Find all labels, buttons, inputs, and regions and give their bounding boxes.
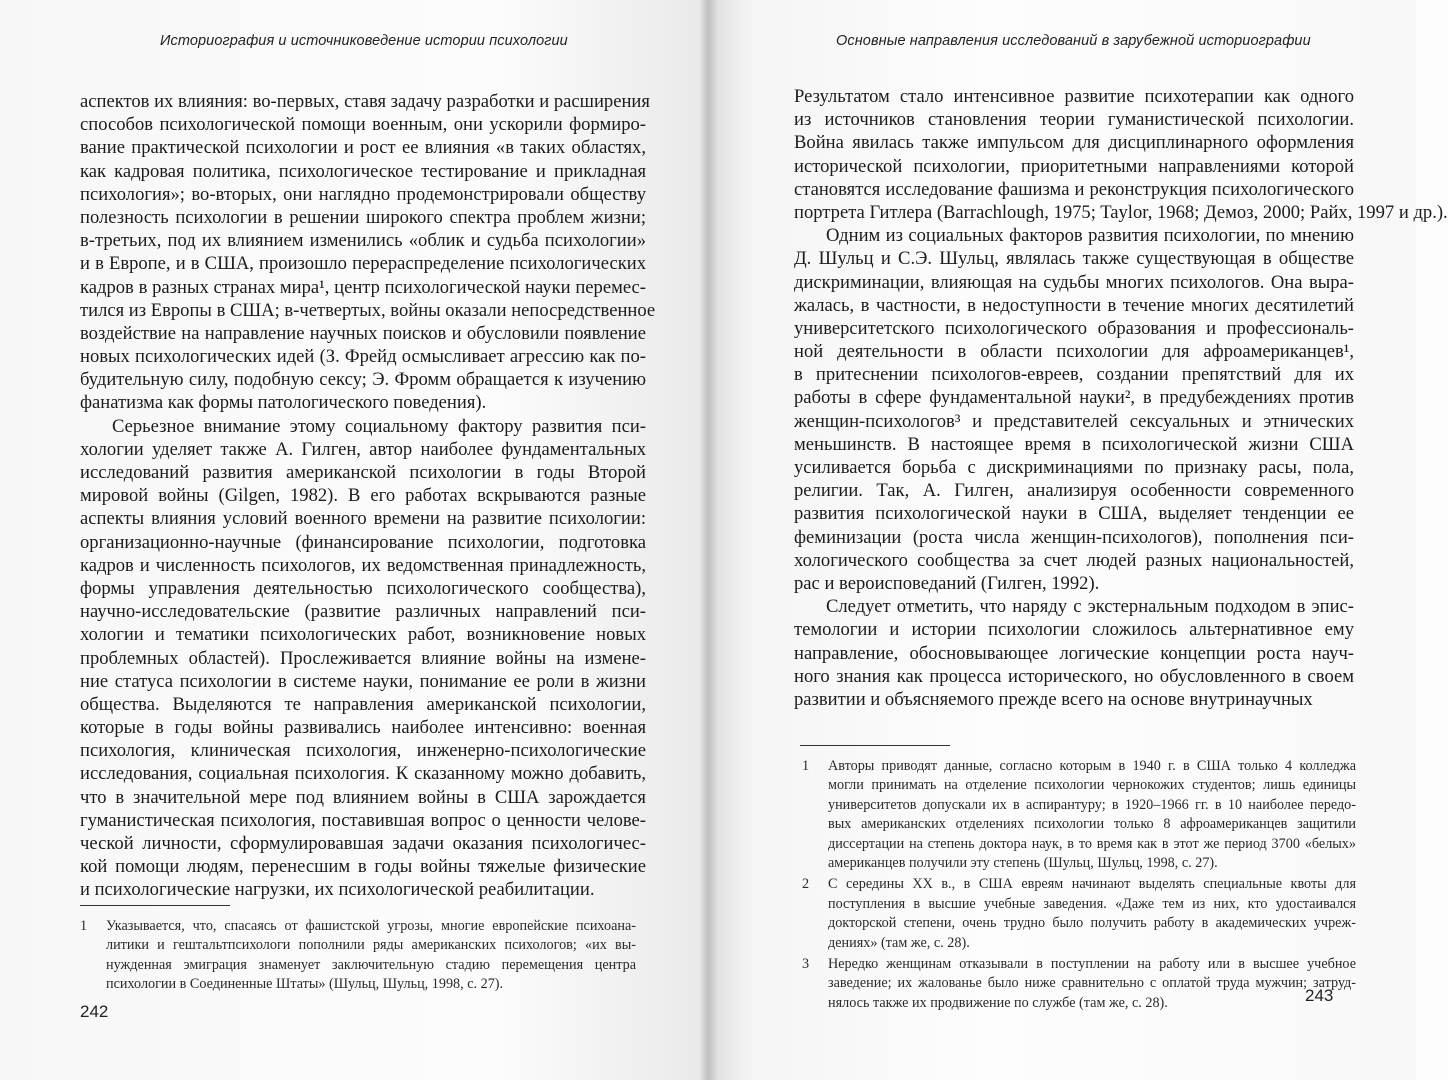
footnote-line: диссертации на степень доктора наук, в то время как в этот же период 3700 «белых» [828,835,1356,852]
footnote-line: американцев получили эту степень (Шульц, Шульц, 1998, с. 27). [828,854,1218,871]
text-line: воздействие на направление научных поисков и обусловили появление [80,322,646,344]
footnote-line: дениях» (там же, с. 28). [828,934,970,951]
footnote-rule [80,905,230,906]
text-line: полезность психологии в решении широкого спектра проблем жизни; [80,206,646,228]
text-line: хологии уделяет также А. Гилген, автор наиболее фундаментальных [80,438,646,460]
text-line: ной деятельности в области психологии для афроамериканцев¹, [794,341,1354,363]
footnote-rule [800,745,950,746]
text-line: хологии и тематики психологических работ, возникновение новых [80,624,646,646]
text-line: будительную силу, подобную сексу; Э. Фромм обращается к изучению [80,369,646,391]
text-line: рас и вероисповеданий (Гилген, 1992). [794,572,1100,594]
text-line: гуманистическая психология, поставившая вопрос о ценности челове- [80,809,646,831]
left-page [0,0,708,1080]
footnote-line: вых американских отделениях психологии только 8 афроамериканцев защитили [828,816,1356,833]
footnote-line: заведение; их жалованье было ниже сравнительно с оплатой труда мужчин; затруд- [828,975,1356,992]
footnote [802,875,1356,953]
footnote-line: поступления в высшие учебные заведения. «Даже тем из них, кто удостаивался [828,895,1356,912]
text-line: Результатом стало интенсивное развитие психотерапии как одного [794,86,1354,107]
text-line: ние статуса психологии в системе науки, понимание ее роли в жизни [80,670,646,692]
text-line: меньшинств. В настоящее время в психологической жизни США [794,433,1354,455]
text-line: развитии и объясняемого прежде всего на основе внутринаучных [794,688,1313,710]
text-line: Одним из социальных факторов развития психологии, по мнению [826,225,1354,247]
paragraph [80,90,656,415]
text-line: из источников становления теории гуманистической психологии. [794,109,1354,131]
text-line: новых психологических идей (З. Фрейд осмысливает агрессию как по- [80,346,646,368]
footnote-line: Авторы приводят данные, согласно которым в 1940 г. в США только 4 колледжа [828,758,1356,774]
text-line: университетского психологического образования и профессиональ- [794,317,1354,339]
text-line: и психологические нагрузки, их психологической реабилитации. [80,879,595,901]
text-line: что в значительной мере под влиянием войны в США зарождается [80,786,646,808]
footnote-line: литики и гештальтпсихологи пополнили ряды американских психологов; «их вы- [106,937,636,954]
text-line: направление, обосновывающее логические концепции роста науч- [794,642,1354,664]
text-line: жалась, в частности, в недоступности в течение многих десятилетий [794,294,1354,316]
text-line: портрета Гитлера (Barrachlough, 1975; Taylor, 1968; Демоз, 2000; Райх, 1997 и др.). [794,201,1448,223]
text-line: исторической психологии, приоритетными направлениями которой [794,155,1354,177]
text-line: развития психологической науки в США, выделяет тенденции ее [794,503,1354,525]
footnote-number: 1 [802,758,810,774]
text-line: усиливается борьба с дискриминациями по признаку расы, пола, [794,457,1354,478]
text-line: которые в годы войны развивались наиболее интенсивно: военная [80,717,646,739]
text-line: аспекты влияния условий военного времени на развитие психологии: [80,508,646,530]
footnote-line: могли принимать на отделение психологии чернокожих студентов; лишь единицы [828,777,1356,794]
text-line: в притеснении психологов-евреев, создании препятствий для их [794,364,1354,386]
footnote-line: психологии в Соединенные Штаты» (Шульц, Шульц, 1998, с. 27). [106,976,504,993]
text-line: кадров в разных странах мира¹, центр психологической науки перемес- [80,276,646,298]
text-line: исследований развития американской психологии в годы Второй [80,462,646,483]
text-line: психология»; во-вторых, они наглядно продемонстрировали обществу [80,183,646,205]
text-line: организационно-научные (финансирование психологии, подготовка [80,531,646,553]
footnote-line: Указывается, что, спасаясь от фашистской угрозы, многие европейские психоана- [106,918,636,934]
body-text [794,85,1448,711]
footnote-number: 3 [802,955,810,972]
text-line: психология, клиническая психология, инженерно-психологические [80,740,646,762]
text-line: работы в сфере фундаментальной науки², в предубеждениях против [794,387,1354,409]
running-head: Основные направления исследований в зарубежной историографии [836,33,1311,49]
footnote-line: университетов допускали их в аспирантуру; в 1920–1966 гг. в 10 наиболее передо- [828,796,1356,813]
paragraph [794,224,1354,595]
text-line: Серьезное внимание этому социальному фактору развития пси- [112,415,646,437]
page-number: 242 [80,1002,109,1021]
footnote-number: 2 [802,876,810,893]
text-line: Война явилась также импульсом для дисциплинарного оформления [794,132,1354,154]
text-line: вание практической психологии и рост ее влияния «в таких областях, [80,137,646,159]
text-line: Следует отметить, что наряду с экстернальным подходом в эпис- [826,596,1354,618]
running-head: Историография и источниковедение истории психологии [160,33,568,49]
text-line: формы управления деятельностью психологического сообщества), [80,577,646,599]
footnote [802,757,1356,873]
text-line: проблемных областей). Прослеживается влияние войны на измене- [80,647,646,669]
text-line: становятся исследование фашизма и реконструкция психологического [794,178,1354,200]
text-line: как кадровая политика, психологическое тестирование и прикладная [80,160,646,182]
footnotes [80,917,636,997]
page-number: 243 [1305,986,1334,1005]
text-line: общества. Выделяются те направления американской психологии, [80,693,646,715]
body-text [80,90,656,902]
footnotes [802,757,1356,1015]
text-line: научно-исследовательские (развитие различных направлений пси- [80,601,646,623]
text-line: способов психологической помощи военным, они ускорили формиро- [80,114,646,136]
text-line: ного знания как процесса исторического, но обусловленного в своем [794,665,1354,687]
footnote [80,917,636,995]
footnote-line: С середины XX в., в США евреям начинают выделять специальные квоты для [828,876,1356,893]
text-line: исследования, социальная психология. К сказанному можно добавить, [80,763,646,785]
text-line: и в Европе, и в США, произошло перераспределение психологических [80,253,646,275]
text-line: темологии и истории психологии сложилось альтернативное ему [794,619,1354,641]
paragraph [794,595,1354,711]
text-line: ческой личности, сформулировавшая задачи оказания психологичес- [80,833,646,854]
text-line: хологического сообщества за счет людей разных национальностей, [794,549,1354,571]
text-line: дискриминации, влияющая на судьбы многих психологов. Она выра- [794,271,1354,293]
right-page [708,0,1448,1080]
footnote-line: Нередко женщинам отказывали в поступлении на работу или в высшее учебное [828,955,1356,972]
text-line: мировой войны (Gilgen, 1982). В его работах вскрываются разные [80,485,646,507]
footnote-line: нялось также их продвижение по службе (там же, с. 28). [828,994,1168,1011]
footnote-number: 1 [80,918,88,934]
text-line: Д. Шульц и С.Э. Шульц, являлась также существующая в обществе [794,248,1354,270]
footnote-line: докторской степени, очень трудно было получить работу в академических учреж- [828,915,1356,932]
text-line: религии. Так, А. Гилген, анализируя особенности современного [794,480,1354,502]
footnote [802,955,1356,1013]
book-gutter [700,0,718,1080]
text-line: феминизации (роста числа женщин-психологов), пополнения пси- [794,526,1354,548]
text-line: тился из Европы в США; в-четвертых, войны оказали непосредственное [80,299,656,321]
paragraph [794,85,1448,224]
paragraph [80,415,646,902]
text-line: кой помощи людям, перенесшим в годы войны тяжелые физические [80,856,646,878]
text-line: в-третьих, под их влиянием изменились «облик и судьба психологии» [80,230,646,252]
footnote-line: нужденная эмиграция знаменует заключительную стадию перемещения центра [106,956,636,973]
text-line: аспектов их влияния: во-первых, ставя задачу разработки и расширения [80,91,650,112]
text-line: женщин-психологов³ и представителей сексуальных и этнических [794,410,1354,432]
text-line: фанатизма как формы патологического поведения). [80,392,487,414]
text-line: кадров и численность психологов, их ведомственная принадлежность, [80,554,646,576]
